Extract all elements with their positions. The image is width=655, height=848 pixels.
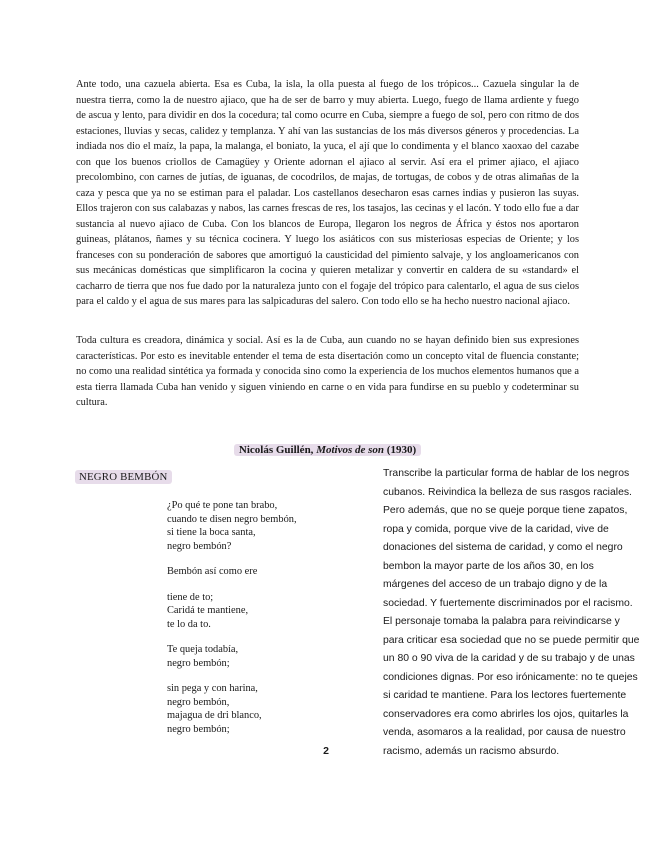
body-paragraph-1: Ante todo, una cazuela abierta. Esa es Cuba, la isla, la olla puesta al fuego de los trópicos... Cazuela singular la de nuestra tierra, como la de nuestro ajiaco, que ha de ser de barro y muy abierta. Luego, fuego de llama ardiente y fuego de ascua y lento, para dividir en dos la cocedura; tal como ocurre en Cuba, siempre a fuego de sol, pero con ritmo de dos estaciones, lluvias y secas, calidez y templanza. Y ahí van las sustancias de los más diversos géneros y procedencias. La indiada nos dio el maíz, la papa, la malanga, el boniato, la yuca, el ají que lo condimenta y el blanco xaoxao del cazabe con que los buenos criollos de Camagüey y Oriente adornan el ajiaco al servir. Así era el primer ajiaco, el ajiaco precolombino, con carnes de jutías, de iguanas, de cocodrilos, de majas, de tortugas, de cobos y de otras alimañas de la caza y pesca que ya no se estiman para el paladar. Los castellanos desecharon esas carnes indias y pusieron las suyas. Ellos trajeron con sus calabazas y nabos, las carnes frescas de res, los tasajos, las cecinas y el lacón. Y todo ello fue a dar sustancia al nuevo ajiaco de Cuba. Con los blancos de Europa, llegaron los negros de África y éstos nos aportaron guineas, plátanos, ñames y su técnica cocinera. Y luego los asiáticos con sus misteriosas especias de Oriente; y los franceses con su ponderación de sabores que amortiguó la causticidad del pimiento salvaje, y los angloamericanos con sus mecánicas domésticas que simplificaron la cocina y quieren metalizar y convertir en caldera de su «standard» el cacharro de tierra que nos fue dado por la naturaleza junto con el fogaje del trópico para calentarlo, el agua de sus cielos para el caldo y el agua de sus mares para las salpicaduras del salero. Con todo ello se ha hecho nuestro nacional ajiaco. — [76, 79, 579, 307]
poem-verse: cuando te disen negro bembón, — [167, 513, 297, 525]
source-heading-highlight — [234, 444, 421, 456]
poem-verse: Te queja todabía, — [167, 644, 239, 656]
poem-stanza-3 — [167, 591, 357, 632]
source-work: Motivos de son — [316, 444, 385, 456]
poem-stanza-5 — [167, 682, 357, 737]
poem-verse: Bembón así como ere — [167, 566, 258, 578]
poem-stanza-4 — [167, 643, 357, 670]
poem-verse: negro bembón; — [167, 724, 230, 736]
source-author: Nicolás Guillén, — [238, 444, 314, 456]
poem-verse: ¿Po qué te pone tan brabo, — [167, 500, 278, 511]
poem-verse: sin pega y con harina, — [167, 683, 258, 695]
poem-stanza-1 — [167, 499, 357, 554]
poem-body — [167, 499, 357, 748]
source-year: (1930) — [386, 444, 417, 456]
poem-commentary: Transcribe la particular forma de hablar de los negros cubanos. Reivindica la belleza de sus rasgos raciales. Pero además, que no se queje porque tiene zapatos, ropa y comida, porque vive de la caridad, vive de donaciones del sistema de caridad, y como el negro bembon la mayor parte de los años 30, en los márgenes del acceso de un trabajo digno y de la sociedad. Y fuertemente discriminados por el racismo. El personaje tomaba la palabra para reivindicarse y para criticar esa sociedad que no se puede permitir que un 80 o 90 viva de la caridad y de su trabajo y de unas condiciones dignas. Por eso irónicamente: no te quejes si caridad te mantiene. Para los lectores fuertemente conservadores era como abrirles los ojos, quitarles la venda, asomaros a la realidad, por causa de nuestro racismo, además un racismo absurdo. — [383, 468, 640, 757]
poem-verse: negro bembón; — [167, 657, 230, 669]
poem-stanza-2 — [167, 565, 357, 579]
source-heading — [0, 443, 655, 457]
poem-verse: te lo da to. — [167, 618, 211, 630]
poem-verse: negro bembón? — [167, 541, 232, 553]
poem-verse: negro bembón, — [167, 696, 230, 708]
poem-title: NEGRO BEMBÓN — [75, 470, 172, 484]
poem-verse: Caridá te mantiene, — [167, 605, 249, 617]
page-number: 2 — [323, 745, 329, 757]
poem-verse: majagua de dri blanco, — [167, 710, 262, 722]
poem-verse: si tiene la boca santa, — [167, 527, 256, 539]
body-paragraph-2: Toda cultura es creadora, dinámica y social. Así es la de Cuba, aun cuando no se hayan definido bien sus expresiones características. Por esto es inevitable entender el tema de esta disertación como un concepto vital de fluencia constante; no como una realidad sintética ya formada y conocida sino como la experiencia de los muchos elementos humanos que a esta tierra llamada Cuba han venido y siguen viniendo en carne o en vida para fundirse en su pueblo y codeterminar su cultura. — [76, 335, 579, 408]
poem-verse: tiene de to; — [167, 591, 214, 603]
